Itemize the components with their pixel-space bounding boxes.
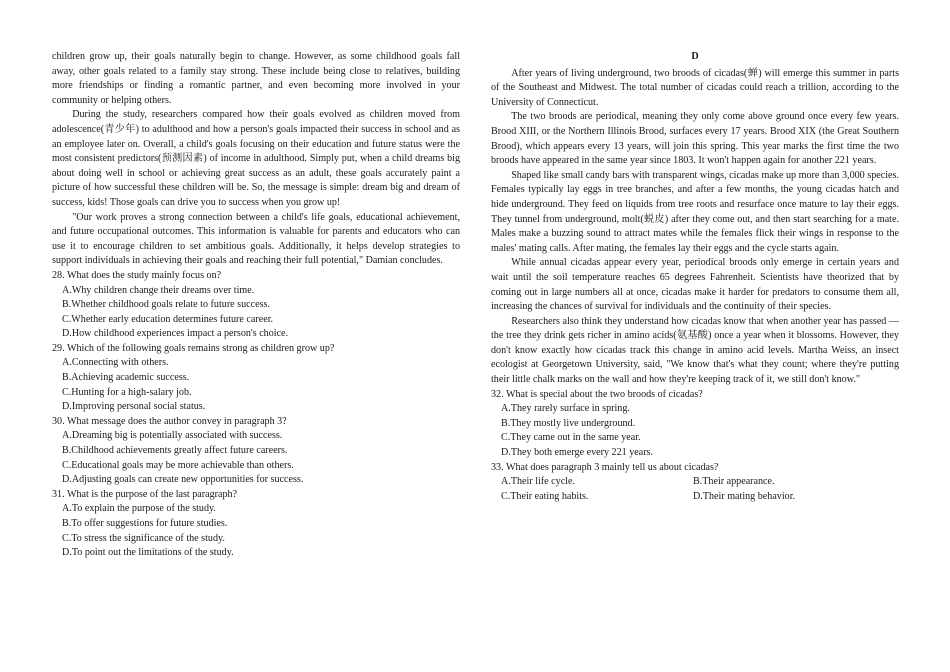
option-d: D.Improving personal social status.	[62, 401, 206, 413]
passage-paragraph: Shaped like small candy bars with transparent wings, cicadas make up more than 3,000 species. Females typically lay eggs in tree branches, and after a few months, the young cicadas hatch and hide underground. They feed on liquids from tree roots and resurface once mature to lay their eggs. They tunnel from underground, molt(蜕皮) after they come out, and then start searching for a mate. Males make a buzzing sound to attract mates while the females flick their wings in response to the males' mating calls. After mating, the females lay their eggs and the cycle starts again.	[491, 169, 899, 254]
option-c: C.They came out in the same year.	[501, 432, 641, 444]
question-stem: 29. Which of the following goals remains strong as children grow up?	[52, 342, 335, 354]
question-32	[491, 388, 899, 461]
passage-paragraph: During the study, researchers compared how their goals evolved as children moved from adolescence(青少年) to adulthood and how a person's goals impacted their success in school and as an employee later on. Overall, a child's goals focusing on their education and future status were the most consistent predictors(预测因素) of income in adulthood. Simply put, when a child dreams big about doing well in school or achieving great success as an adult, these goals accurately paint a picture of how successful these children will be. So, the message is simple: dream big and dream of success, kids! Those goals can drive you to success when you grow up!	[52, 109, 460, 208]
option-d: D.Their mating behavior.	[693, 490, 796, 502]
option-c: C.Educational goals may be more achievable than others.	[62, 459, 294, 471]
option-a: A.They rarely surface in spring.	[501, 403, 630, 415]
option-d: D.To point out the limitations of the study.	[62, 547, 234, 559]
question-30	[52, 415, 460, 488]
option-row	[501, 475, 899, 490]
option-row	[501, 490, 899, 505]
option-a: A.Their life cycle.	[501, 476, 575, 488]
passage-paragraph: While annual cicadas appear every year, periodical broods only emerge in certain years and wait until the soil temperature reaches 65 degrees Fahrenheit. Scientists have theorized that by coming out in large numbers all at once, cicadas make it harder for predators to consume them all, increasing the chances of survival for individuals and the continuity of their species.	[491, 257, 899, 313]
question-31	[52, 488, 460, 561]
passage-paragraph: After years of living underground, two broods of cicadas(蝉) will emerge this summer in parts of the Southeast and Midwest. The total number of cicadas could reach a trillion, according to the University of Connecticut.	[491, 67, 899, 108]
option-a: A.Dreaming big is potentially associated with success.	[62, 430, 283, 442]
question-29	[52, 342, 460, 415]
left-column	[52, 50, 460, 561]
question-stem: 31. What is the purpose of the last paragraph?	[52, 488, 238, 500]
right-column	[491, 50, 899, 504]
option-d: D.They both emerge every 221 years.	[501, 447, 654, 459]
passage-paragraph: The two broods are periodical, meaning they only come above ground once every few years. Brood XIII, or the Northern Illinois Brood, surfaces every 17 years. Brood XIX (the Great Southern Brood), which appears every 13 years, will join this spring. This year marks the first time the two broods have appeared in the same year since 1803. It won't happen again for another 221 years.	[491, 111, 899, 167]
option-a: A.Why children change their dreams over time.	[62, 284, 255, 296]
passage-paragraph: Researchers also think they understand how cicadas know that when another year has passed — the tree they drink gets richer in amino acids(氨基酸) once a year when it blossoms. However, they don't know exactly how cicadas track this change in amino acid levels. Martha Weiss, an insect ecologist at Georgetown University, said, "We know that's what they count; where they're putting their little chalk marks on the wall and how they're keeping track of it, we still don't know."	[491, 315, 899, 386]
option-c: C.Whether early education determines future career.	[62, 313, 274, 325]
option-c: C.To stress the significance of the study.	[62, 532, 225, 544]
passage-paragraph: children grow up, their goals naturally begin to change. However, as some childhood goals fall away, other goals related to a family stay strong. These include being close to relatives, building more friendships or finding a romantic partner, and even becoming more involved in your community or helping others.	[52, 51, 460, 106]
option-b: B.Their appearance.	[693, 476, 775, 488]
passage-heading: D	[691, 51, 699, 62]
option-b: B.They mostly live underground.	[501, 417, 636, 429]
option-b: B.Childhood achievements greatly affect future careers.	[62, 445, 288, 457]
question-stem: 30. What message does the author convey in paragraph 3?	[52, 415, 287, 427]
option-b: B.Whether childhood goals relate to future success.	[62, 299, 270, 311]
option-b: B.To offer suggestions for future studies.	[62, 518, 228, 529]
question-stem: 33. What does paragraph 3 mainly tell us about cicadas?	[491, 461, 719, 473]
passage-paragraph: "Our work proves a strong connection between a child's life goals, educational achievement, and future occupational outcomes. This information is valuable for parents and educators who can use it to encourage children to set ambitious goals. Additionally, it helps develop strategies to support individuals in achieving their goals and reaching their full potential," Damian concludes.	[52, 211, 460, 267]
option-d: D.How childhood experiences impact a person's choice.	[62, 328, 289, 340]
question-stem: 28. What does the study mainly focus on?	[52, 269, 222, 281]
question-stem: 32. What is special about the two broods of cicadas?	[491, 388, 703, 400]
option-a: A.To explain the purpose of the study.	[62, 503, 216, 515]
option-d: D.Adjusting goals can create new opportunities for success.	[62, 474, 304, 486]
option-c: C.Hunting for a high-salary job.	[62, 386, 192, 398]
question-33	[491, 461, 899, 505]
option-a: A.Connecting with others.	[62, 357, 169, 369]
option-b: B.Achieving academic success.	[62, 372, 190, 384]
option-c: C.Their eating habits.	[501, 490, 589, 502]
question-28	[52, 269, 460, 342]
